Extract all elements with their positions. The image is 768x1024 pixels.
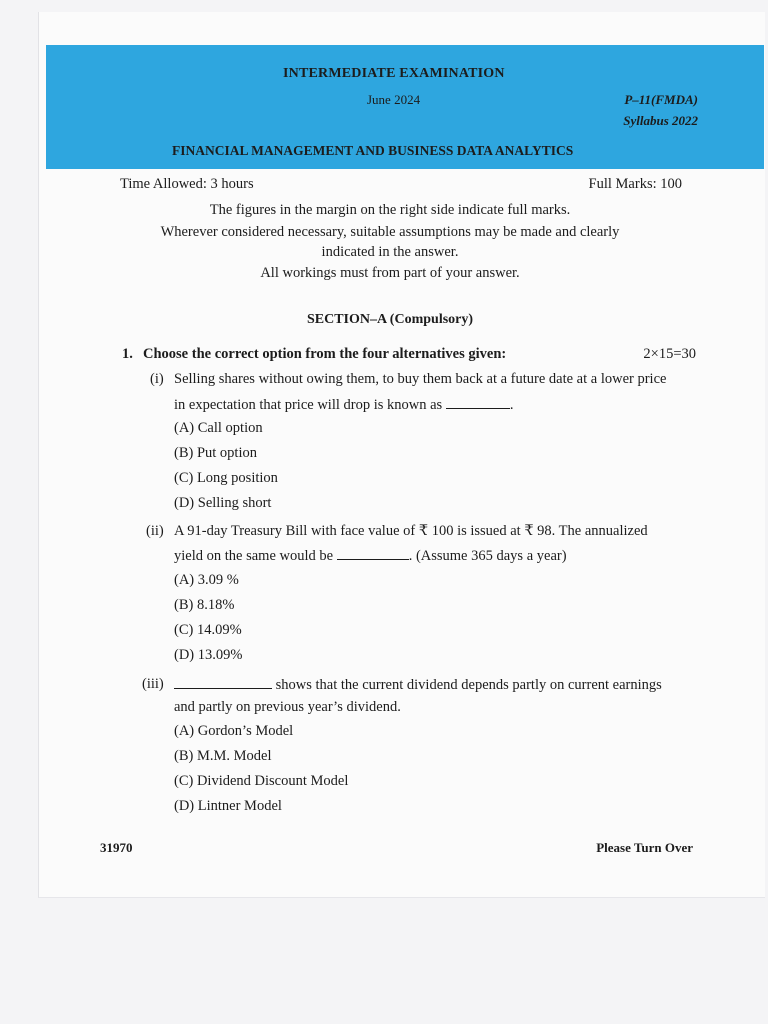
- question-marks: 2×15=30: [643, 346, 696, 362]
- option: (A) Call option: [174, 420, 263, 436]
- question-number: 1.: [122, 346, 133, 362]
- time-allowed: Time Allowed: 3 hours: [120, 176, 254, 192]
- instruction-line: Wherever considered necessary, suitable assumptions may be made and clearly: [160, 224, 620, 240]
- syllabus-label: Syllabus 2022: [623, 113, 698, 128]
- subquestion-text-line2: in expectation that price will drop is known as .: [174, 397, 514, 413]
- section-title: SECTION–A (Compulsory): [306, 312, 474, 327]
- subquestion-text: A 91-day Treasury Bill with face value of ₹ 100 is issued at ₹ 98. The annualized: [174, 523, 648, 539]
- paper-serial-code: 31970: [100, 840, 133, 855]
- full-marks: Full Marks: 100: [588, 176, 682, 192]
- exam-date: June 2024: [367, 92, 421, 107]
- subquestion-number: (ii): [146, 523, 164, 539]
- option: (A) 3.09 %: [174, 572, 239, 588]
- option: (D) Selling short: [174, 495, 272, 511]
- paper-code: P–11(FMDA): [624, 92, 698, 107]
- option: (C) Long position: [174, 470, 278, 486]
- option: (B) M.M. Model: [174, 748, 272, 764]
- option: (A) Gordon’s Model: [174, 723, 294, 739]
- instruction-line: indicated in the answer.: [321, 244, 459, 260]
- option: (D) 13.09%: [174, 647, 243, 663]
- answer-blank: [446, 396, 510, 409]
- option: (D) Lintner Model: [174, 798, 282, 814]
- subject-title: FINANCIAL MANAGEMENT AND BUSINESS DATA ANALYTICS: [172, 143, 574, 158]
- subquestion-number: (i): [150, 371, 164, 387]
- option: (B) 8.18%: [174, 597, 235, 613]
- subquestion-text-line2: and partly on previous year’s dividend.: [174, 699, 401, 715]
- question-text: Choose the correct option from the four alternatives given:: [143, 346, 507, 362]
- subquestion-text-line2: yield on the same would be . (Assume 365 days a year): [174, 548, 567, 564]
- option: (C) Dividend Discount Model: [174, 773, 349, 789]
- exam-title: INTERMEDIATE EXAMINATION: [283, 66, 505, 81]
- answer-blank: [174, 676, 272, 689]
- subquestion-text: Selling shares without owing them, to buy them back at a future date at a lower price: [174, 371, 667, 387]
- subquestion-number: (iii): [142, 676, 164, 692]
- option: (C) 14.09%: [174, 622, 242, 638]
- subquestion-text: shows that the current dividend depends partly on current earnings: [174, 676, 662, 694]
- please-turn-over: Please Turn Over: [596, 840, 693, 855]
- answer-blank: [337, 547, 409, 560]
- instruction-line: The figures in the margin on the right side indicate full marks.: [209, 202, 571, 218]
- instruction-line: All workings must from part of your answer.: [260, 265, 520, 281]
- option: (B) Put option: [174, 445, 257, 461]
